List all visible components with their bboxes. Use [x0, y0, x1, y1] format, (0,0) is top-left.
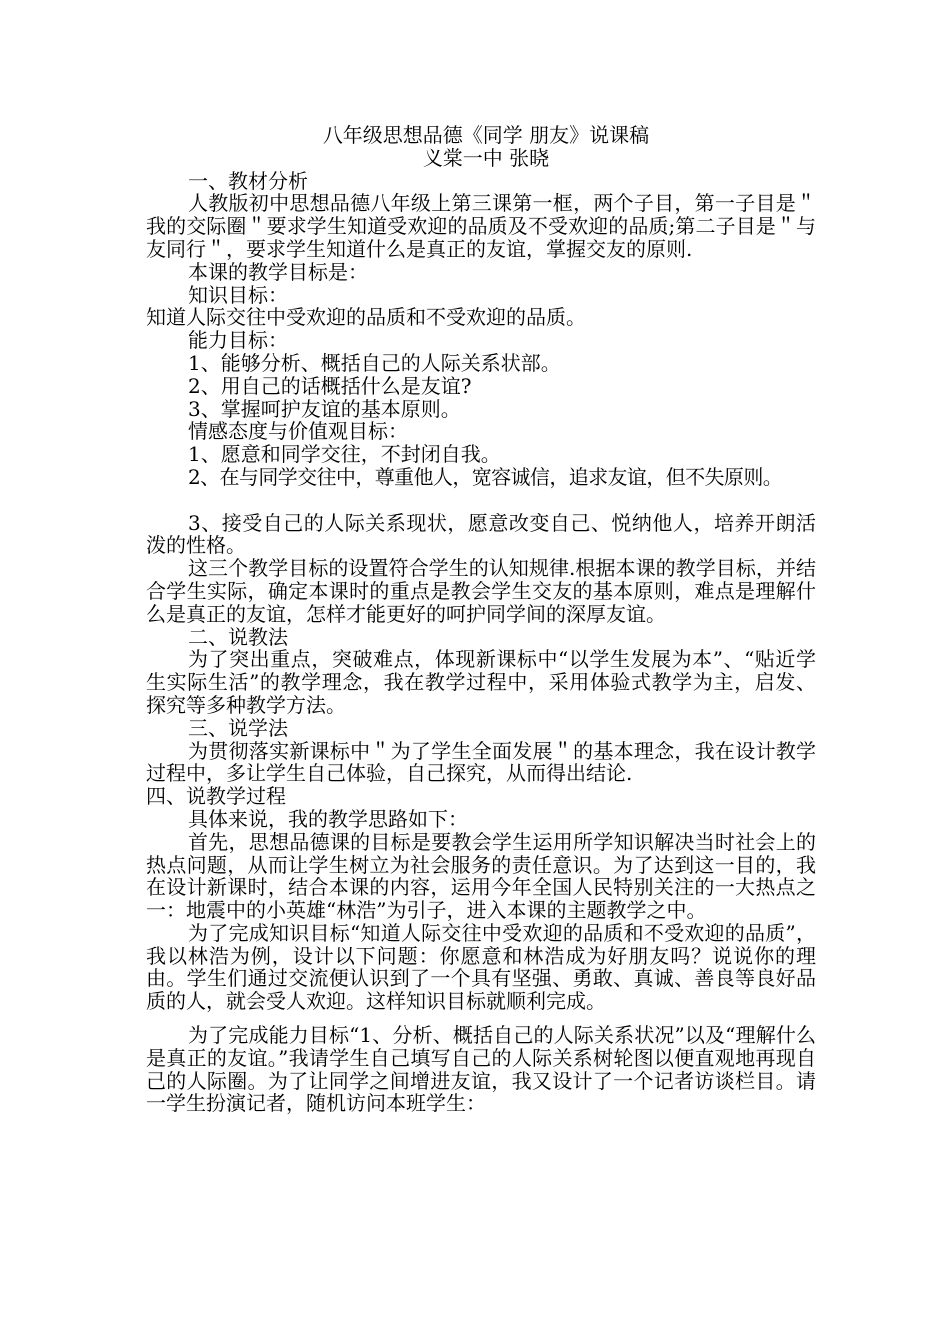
paragraph: 为了完成能力目标“1、分析、概括自己的人际关系状况”以及“理解什么是真正的友谊。”我请学生自己填写自己的人际关系树轮图以便直观地再现自己的人际圈。为了让同学之间增进友谊，我又设计了一个记者访谈栏目。请一学生扮演记者，随机访问本班学生： — [146, 1023, 816, 1116]
paragraph: 能力目标： — [188, 328, 288, 353]
paragraph: 知道人际交往中受欢迎的品质和不受欢迎的品质。 — [146, 305, 586, 330]
paragraph: 首先，思想品德课的目标是要教会学生运用所学知识解决当时社会上的热点问题，从而让学生树立为社会服务的责任意识。为了达到这一目的，我在设计新课时，结合本课的内容，运用今年全国人民特别关注的一大热点之一：地震中的小英雄“林浩”为引子，进入本课的主题教学之中。 — [146, 829, 816, 923]
document-author: 义棠一中 张晓 — [422, 145, 550, 170]
paragraph: 情感态度与价值观目标： — [188, 419, 408, 444]
paragraph: 知识目标： — [188, 282, 288, 307]
paragraph: 人教版初中思想品德八年级上第三课第一框，两个子目，第一子目是＂我的交际圈＂要求学生知道受欢迎的品质及不受欢迎的品质;第二子目是＂与友同行＂，要求学生知道什么是真正的友谊，掌握交友的原则. — [146, 191, 816, 261]
section-heading-1: 一、教材分析 — [188, 168, 308, 193]
paragraph: 具体来说，我的教学思路如下： — [188, 806, 468, 831]
list-item: 1、能够分析、概括自己的人际关系状部。 — [188, 350, 561, 375]
blank-line — [146, 489, 816, 512]
list-item: 3、掌握呵护友谊的基本原则。 — [188, 396, 461, 421]
paragraph: 为贯彻落实新课标中＂为了学生全面发展＂的基本理念，我在设计教学过程中，多让学生自己体验，自己探究，从而得出结论. — [146, 738, 816, 786]
list-item: 2、用自己的话概括什么是友谊? — [188, 373, 472, 398]
paragraph: 为了突出重点，突破难点，体现新课标中“以学生发展为本”、“贴近学生实际生活”的教学理念，我在教学过程中，采用体验式教学为主，启发、探究等多种教学方法。 — [146, 647, 816, 717]
paragraph: 为了完成知识目标“知道人际交往中受欢迎的品质和不受欢迎的品质”，我以林浩为例，设计以下问题：你愿意和林浩成为好朋友吗？说说你的理由。学生们通过交流便认识到了一个具有坚强、勇敢、真诚、善良等良好品质的人，就会受人欢迎。这样知识目标就顺利完成。 — [146, 920, 816, 1014]
document-page — [146, 124, 816, 1115]
list-item: 2、在与同学交往中，尊重他人，宽容诚信，追求友谊，但不失原则。 — [188, 464, 783, 489]
list-item: 3、接受自己的人际关系现状，愿意改变自己、悦纳他人，培养开朗活泼的性格。 — [146, 510, 816, 558]
section-heading-4: 四、说教学过程 — [146, 784, 286, 809]
section-heading-3: 三、说学法 — [188, 715, 288, 740]
document-title: 八年级思想品德《同学 朋友》说课稿 — [322, 123, 650, 147]
paragraph: 这三个教学目标的设置符合学生的认知规律.根据本课的教学目标，并结合学生实际，确定本课时的重点是教会学生交友的基本原则，难点是理解什么是真正的友谊，怎样才能更好的呵护同学间的深厚友谊。 — [146, 556, 816, 626]
paragraph: 本课的教学目标是： — [188, 259, 368, 284]
section-heading-2: 二、说教法 — [188, 624, 288, 649]
list-item: 1、愿意和同学交往，不封闭自我。 — [188, 442, 501, 467]
